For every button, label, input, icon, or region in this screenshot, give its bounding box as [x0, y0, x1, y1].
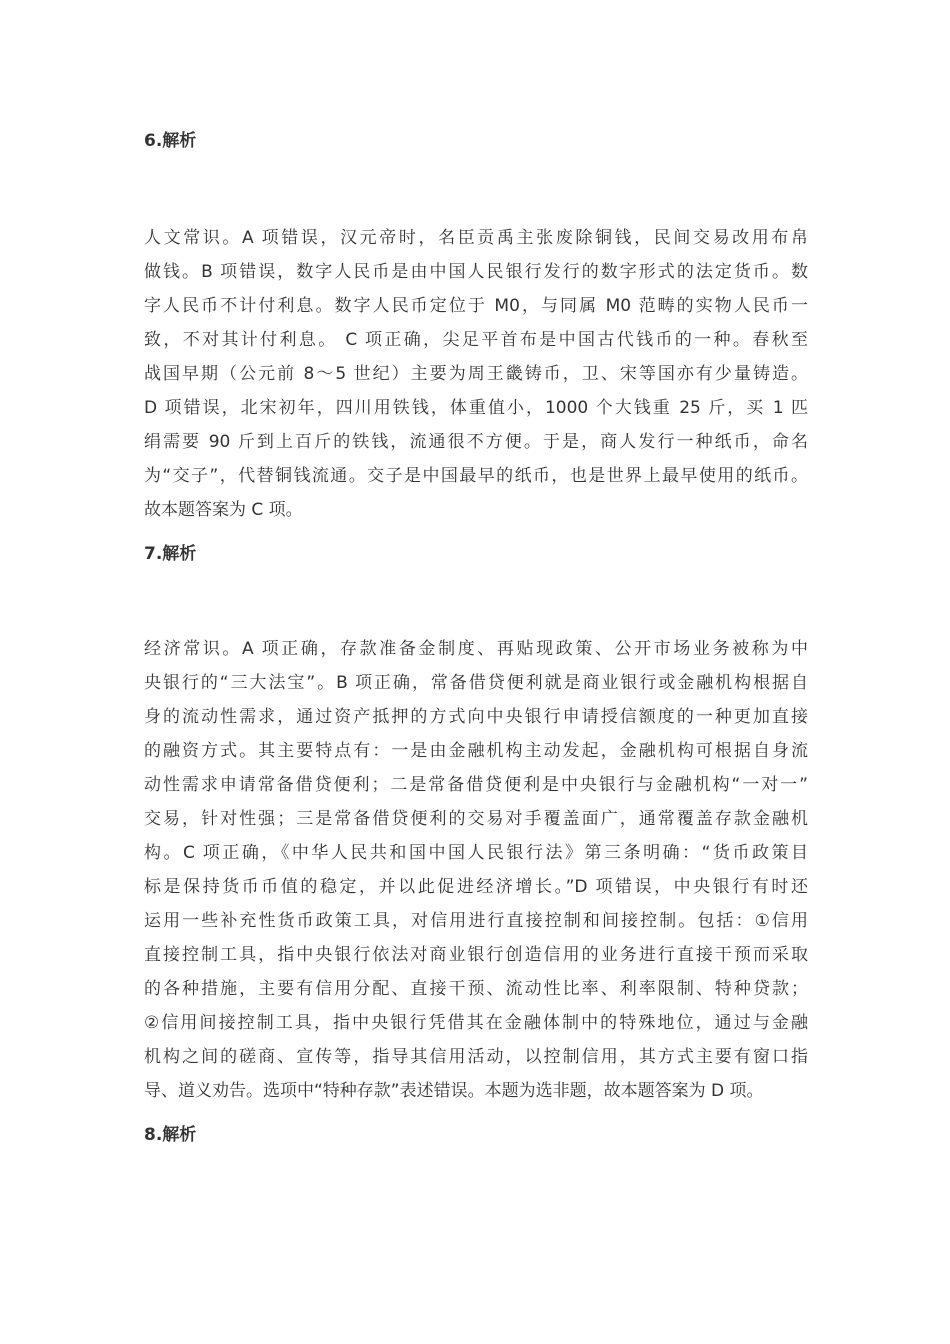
text-line: 绢需要 90 斤到上百斤的铁钱，流通很不方便。于是，商人发行一种纸币，命名: [144, 432, 808, 452]
section-6-heading: 6.解析: [144, 131, 197, 151]
text-line: 故本题答案为 C 项。: [144, 500, 303, 520]
text-line: 交易，针对性强；三是常备借贷便利的交易对手覆盖面广，通常覆盖存款金融机: [144, 809, 808, 829]
text-line: 导、道义劝告。选项中“特种存款”表述错误。本题为选非题，故本题答案为 D 项。: [144, 1081, 764, 1101]
text-line: 身的流动性需求，通过资产抵押的方式向中央银行申请授信额度的一种更加直接: [144, 707, 808, 727]
text-line: 运用一些补充性货币政策工具，对信用进行直接控制和间接控制。包括：①信用: [144, 911, 808, 931]
text-line: 为“交子”，代替铜钱流通。交子是中国最早的纸币，也是世界上最早使用的纸币。: [144, 466, 808, 486]
section-6-explanation: [144, 221, 808, 527]
section-7-heading: 7.解析: [144, 544, 197, 564]
text-line: ②信用间接控制工具，指中央银行凭借其在金融体制中的特殊地位，通过与金融: [144, 1013, 808, 1033]
text-line: 机构之间的磋商、宣传等，指导其信用活动，以控制信用，其方式主要有窗口指: [144, 1047, 808, 1067]
text-line: D 项错误，北宋初年，四川用铁钱，体重值小，1000 个大钱重 25 斤，买 1 匹: [144, 398, 808, 418]
text-line: 构。C 项正确，《中华人民共和国中国人民银行法》第三条明确：“货币政策目: [144, 843, 808, 863]
text-line: 动性需求申请常备借贷便利；二是常备借贷便利是中央银行与金融机构“一对一”: [144, 775, 808, 795]
text-line: 字人民币不计付利息。数字人民币定位于 M0，与同属 M0 范畴的实物人民币一: [144, 296, 808, 316]
section-7-explanation: [144, 632, 808, 1108]
text-line: 战国早期（公元前 8～5 世纪）主要为周王畿铸币，卫、宋等国亦有少量铸造。: [144, 364, 808, 384]
text-line: 经济常识。A 项正确，存款准备金制度、再贴现政策、公开市场业务被称为中: [144, 639, 808, 659]
text-line: 的融资方式。其主要特点有：一是由金融机构主动发起，金融机构可根据自身流: [144, 741, 808, 761]
text-line: 直接控制工具，指中央银行依法对商业银行创造信用的业务进行直接干预而采取: [144, 945, 808, 965]
text-line: 人文常识。A 项错误，汉元帝时，名臣贡禹主张废除铜钱，民间交易改用布帛: [144, 228, 808, 248]
text-line: 央银行的“三大法宝”。B 项正确，常备借贷便利就是商业银行或金融机构根据自: [144, 673, 808, 693]
text-line: 做钱。B 项错误，数字人民币是由中国人民银行发行的数字形式的法定货币。数: [144, 262, 808, 282]
text-line: 的各种措施，主要有信用分配、直接干预、流动性比率、利率限制、特种贷款；: [144, 979, 808, 999]
text-line: 标是保持货币币值的稳定，并以此促进经济增长。”D 项错误，中央银行有时还: [144, 877, 808, 897]
section-8-heading: 8.解析: [144, 1125, 197, 1145]
text-line: 致，不对其计付利息。 C 项正确，尖足平首布是中国古代钱币的一种。春秋至: [144, 330, 808, 350]
